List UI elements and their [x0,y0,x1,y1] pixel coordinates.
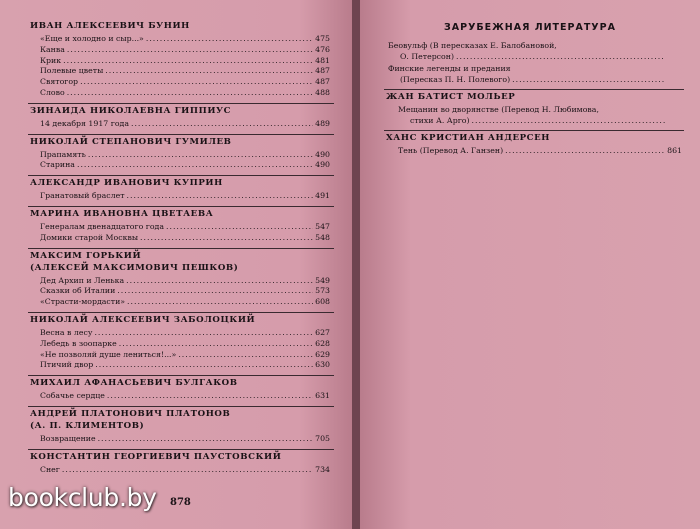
entry-page-number: 628 [315,338,330,348]
dot-leader [62,464,313,475]
entry-page-number: 629 [315,349,330,359]
toc-entry [40,44,330,55]
author-divider [28,248,334,249]
watermark: bookclub.by [8,483,157,512]
entry-title: Прапамять [40,149,86,159]
author-divider [28,312,334,313]
dot-leader [505,145,665,156]
author-name: ЖАН БАТИСТ МОЛЬЕР [386,92,516,102]
entry-page-number: 608 [315,297,330,307]
toc-entry [40,118,330,129]
dot-leader [146,33,313,44]
book-gutter [352,0,360,529]
toc-entry [40,338,330,349]
author-divider [28,206,334,207]
entry-title: Канва [40,44,65,54]
toc-entry [40,221,330,232]
toc-entry [40,33,330,44]
toc-entry [400,51,682,62]
entry-title: Собачье сердце [40,391,105,401]
dot-leader [105,65,313,76]
entry-page-number: 476 [315,44,330,54]
entry-title: Тень (Перевод А. Ганзен) [398,146,504,155]
entry-title: Снег [40,464,60,474]
dot-leader [456,51,665,62]
author-divider [384,130,684,131]
dot-leader [119,338,313,349]
author-name: ИВАН АЛЕКСЕЕВИЧ БУНИН [30,21,190,31]
entry-title: (Пересказ П. Н. Полевого) [400,75,511,84]
entry-page-number: 487 [315,66,330,76]
dot-leader [67,44,313,55]
entry-title: Беовульф (В пересказах Е. Балобановой, [388,41,557,50]
author-name: ХАНС КРИСТИАН АНДЕРСЕН [386,133,550,143]
entry-title: Полевые цветы [40,66,104,76]
author-divider [28,449,334,450]
entry-page-number: 547 [315,222,330,231]
toc-entry [40,76,330,87]
dot-leader [117,285,313,296]
toc-entry [40,433,330,444]
toc-entry [40,296,330,307]
author-name-alt: (А. П. КЛИМЕНТОВ) [30,421,145,431]
entry-page-number: 475 [315,34,330,43]
entry-page-number: 489 [315,118,330,128]
entry-title: Финские легенды и предания [388,64,511,73]
toc-entry [388,63,684,74]
author-divider [28,134,334,135]
author-divider [28,375,334,376]
dot-leader [77,159,313,170]
entry-title: «Страсти-мордасти» [40,297,126,307]
toc-entry [40,390,330,401]
entry-title: Сказки об Италии [40,286,116,296]
toc-entry [410,115,682,126]
entry-page-number: 705 [315,434,330,443]
author-divider [384,89,684,90]
toc-entry [40,159,330,170]
entry-title: стихи А. Арго) [410,116,470,125]
dot-leader [512,74,665,85]
entry-page-number: 627 [315,328,330,337]
dot-leader [127,296,313,307]
author-divider [28,406,334,407]
author-name: МИХАИЛ АФАНАСЬЕВИЧ БУЛГАКОВ [30,378,238,389]
entry-page-number: 549 [315,275,330,285]
dot-leader [166,221,313,232]
entry-title: «Не позволяй душе лениться!...» [40,349,177,359]
entry-page-number: 861 [667,146,682,155]
toc-entry [40,327,330,338]
entry-page-number: 631 [315,391,330,401]
section-title: ЗАРУБЕЖНАЯ ЛИТЕРАТУРА [444,22,616,33]
entry-title: «Еще и холодно и сыр...» [40,34,144,43]
entry-title: 14 декабря 1917 года [40,118,129,128]
entry-page-number: 481 [315,55,330,65]
dot-leader [472,115,666,126]
dot-leader [131,118,313,129]
entry-title: Дед Архип и Ленька [40,275,125,285]
author-name-alt: (АЛЕКСЕЙ МАКСИМОВИЧ ПЕШКОВ) [30,262,239,273]
dot-leader [88,149,313,160]
page-number: 878 [170,497,191,508]
entry-title: Генералам двенадцатого года [40,222,164,231]
entry-title: О. Петерсон) [400,52,454,61]
toc-entry [40,464,330,475]
entry-title: Возвращение [40,434,96,443]
dot-leader [140,232,313,243]
entry-title: Крик [40,55,62,65]
entry-page-number: 490 [315,149,330,159]
entry-title: Домики старой Москвы [40,232,139,242]
dot-leader [107,390,313,401]
toc-entry [40,190,330,201]
author-name: КОНСТАНТИН ГЕОРГИЕВИЧ ПАУСТОВСКИЙ [30,451,282,462]
entry-title: Старина [40,160,75,170]
entry-page-number: 491 [315,191,330,201]
entry-page-number: 548 [315,232,330,242]
toc-entry [400,74,682,85]
dot-leader [94,327,313,338]
toc-entry [398,104,694,115]
dot-leader [63,55,313,66]
author-name: НИКОЛАЙ АЛЕКСЕЕВИЧ ЗАБОЛОЦКИЙ [30,315,256,325]
dot-leader [127,190,314,201]
toc-entry [40,275,330,286]
toc-entry [40,87,330,98]
toc-entry [40,55,330,66]
entry-title: Слово [40,88,65,97]
dot-leader [126,275,313,286]
entry-page-number: 630 [315,360,330,370]
toc-entry [40,65,330,76]
dot-leader [80,76,313,87]
author-name: МАКСИМ ГОРЬКИЙ [30,250,142,261]
dot-leader [98,433,314,444]
author-name: АНДРЕЙ ПЛАТОНОВИЧ ПЛАТОНОВ [30,409,231,419]
entry-title: Мещанин во дворянстве (Перевод Н. Любимова, [398,105,599,114]
entry-title: Птичий двор [40,360,94,370]
author-divider [28,175,334,176]
author-name: ЗИНАИДА НИКОЛАЕВНА ГИППИУС [30,105,232,116]
entry-page-number: 490 [315,160,330,170]
entry-page-number: 487 [315,77,330,87]
entry-page-number: 488 [315,88,330,97]
author-divider [28,103,334,104]
entry-title: Гранатовый браслет [40,191,125,201]
entry-title: Весна в лесу [40,328,93,337]
author-name: МАРИНА ИВАНОВНА ЦВЕТАЕВА [30,209,214,219]
dot-leader [178,349,313,360]
toc-entry [40,359,330,370]
dot-leader [67,87,313,98]
author-name: АЛЕКСАНДР ИВАНОВИЧ КУПРИН [30,178,223,189]
entry-title: Святогор [40,77,79,87]
author-name: НИКОЛАЙ СТЕПАНОВИЧ ГУМИЛЕВ [30,136,232,147]
entry-title: Лебедь в зоопарке [40,338,117,348]
toc-entry [388,40,684,51]
toc-entry [40,285,330,296]
entry-page-number: 734 [315,464,330,474]
toc-entry [40,349,330,360]
toc-entry [40,149,330,160]
entry-page-number: 573 [315,286,330,296]
dot-leader [95,359,313,370]
toc-entry [398,145,682,156]
toc-entry [40,232,330,243]
